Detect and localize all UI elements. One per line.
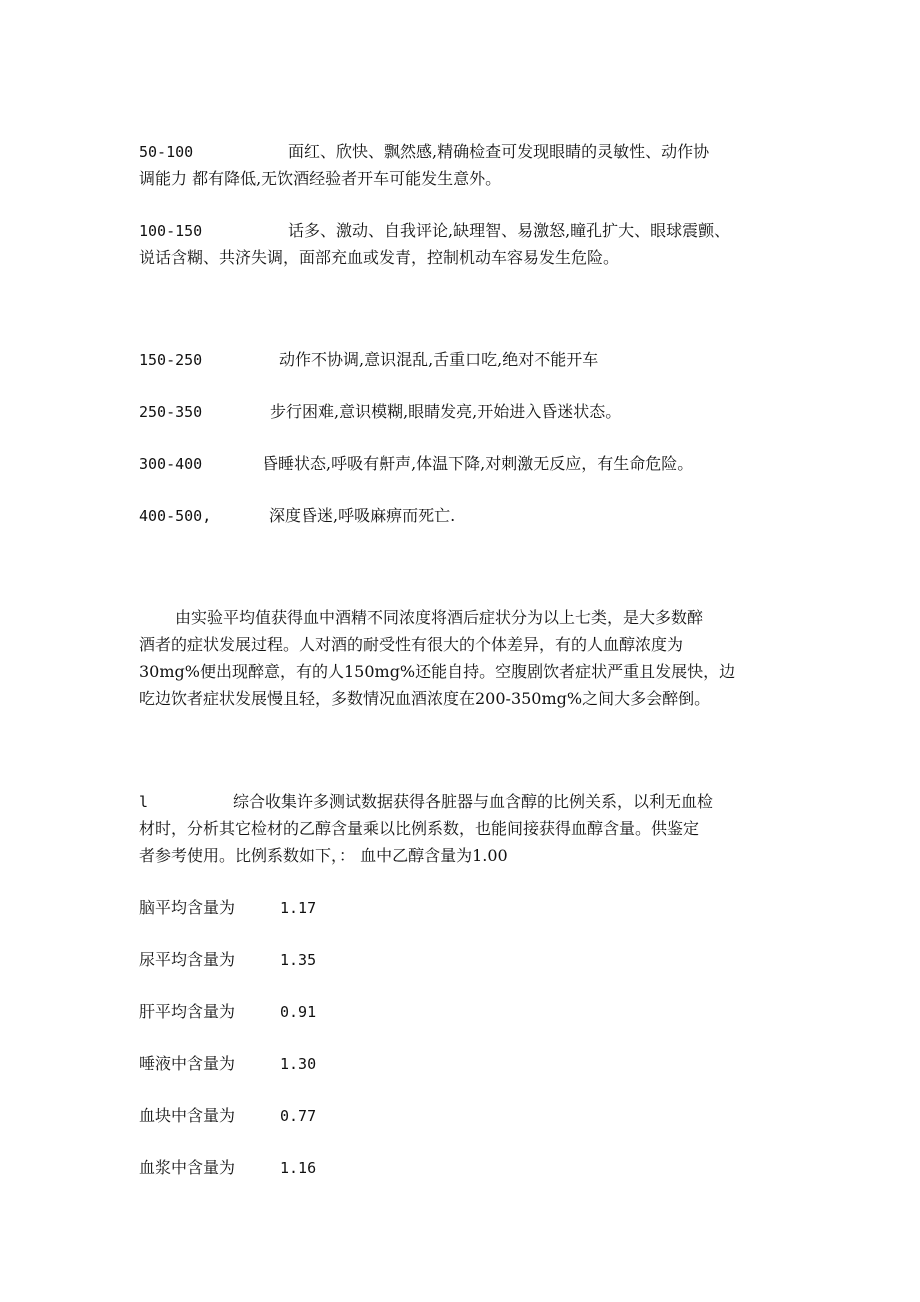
organ-value: 1.17	[280, 899, 317, 917]
symptom-text: 深度昏迷,呼吸麻痹而死亡.	[269, 506, 456, 525]
section-1-line-1: l 综合收集许多测试数据获得各脏器与血含醇的比例关系，以利无血检	[139, 788, 819, 816]
symptom-row-100-150	[139, 217, 819, 245]
symptom-row-50-100-cont	[139, 165, 819, 192]
organ-value: 0.77	[280, 1107, 317, 1125]
organ-row-liver	[139, 998, 316, 1026]
symptom-row-300-400	[139, 450, 819, 478]
symptom-row-400-500	[139, 502, 819, 530]
symptom-text: 话多、激动、自我评论,缺理智、易激怒,瞳孔扩大、眼球震颤、	[288, 221, 731, 240]
symptom-row-150-250	[139, 346, 819, 374]
summary-line-2: 酒者的症状发展过程。人对酒的耐受性有很大的个体差异，有的人血醇浓度为	[139, 635, 684, 654]
symptom-text: 面红、欣快、飘然感,精确检查可发现眼睛的灵敏性、动作协	[288, 142, 710, 161]
range-label: 300-400	[139, 455, 203, 473]
symptom-text-cont: 调能力 都有降低,无饮酒经验者开车可能发生意外。	[139, 169, 502, 188]
organ-row-clot	[139, 1102, 316, 1130]
organ-row-saliva	[139, 1050, 316, 1078]
symptom-row-50-100	[139, 138, 819, 166]
organ-value: 1.16	[280, 1159, 317, 1177]
range-label: 400-500,	[139, 507, 212, 525]
summary-line-4: 吃边饮者症状发展慢且轻，多数情况血酒浓度在200-350mg%之间大多会醉倒。	[139, 689, 711, 708]
organ-row-urine	[139, 946, 316, 974]
organ-label: 肝平均含量为	[139, 1002, 236, 1021]
symptom-text-cont: 说话含糊、共济失调，面部充血或发青，控制机动车容易发生危险。	[139, 248, 620, 267]
summary-line-3: 30mg%便出现醉意，有的人150mg%还能自持。空腹剧饮者症状严重且发展快，边	[139, 662, 736, 681]
symptom-text: 昏睡状态,呼吸有鼾声,体温下降,对刺激无反应，有生命危险。	[262, 454, 694, 473]
range-label: 50-100	[139, 143, 194, 161]
organ-value: 1.35	[280, 951, 317, 969]
symptom-text: 步行困难,意识模糊,眼睛发亮,开始进入昏迷状态。	[270, 402, 622, 421]
range-label: 150-250	[139, 351, 203, 369]
organ-row-plasma	[139, 1154, 316, 1182]
range-label: 100-150	[139, 222, 203, 240]
organ-label: 脑平均含量为	[139, 898, 236, 917]
organ-value: 1.30	[280, 1055, 317, 1073]
organ-row-brain	[139, 894, 316, 922]
symptom-text: 动作不协调,意识混乱,舌重口吃,绝对不能开车	[279, 350, 599, 369]
organ-value: 0.91	[280, 1003, 317, 1021]
summary-line-1: 由实验平均值获得血中酒精不同浓度将酒后症状分为以上七类，是大多数醉	[175, 608, 704, 627]
symptom-row-250-350	[139, 398, 819, 426]
organ-label: 尿平均含量为	[139, 950, 236, 969]
organ-label: 血块中含量为	[139, 1106, 236, 1125]
range-label: 250-350	[139, 403, 203, 421]
section-number: l	[139, 793, 149, 811]
section-1-line-3: 者参考使用。比例系数如下，： 血中乙醇含量为1.00	[139, 846, 508, 865]
organ-label: 唾液中含量为	[139, 1054, 236, 1073]
organ-label: 血浆中含量为	[139, 1158, 236, 1177]
section-1-line-2: 材时，分析其它检材的乙醇含量乘以比例系数，也能间接获得血醇含量。供鉴定	[139, 819, 700, 838]
symptom-row-100-150-cont	[139, 244, 819, 271]
